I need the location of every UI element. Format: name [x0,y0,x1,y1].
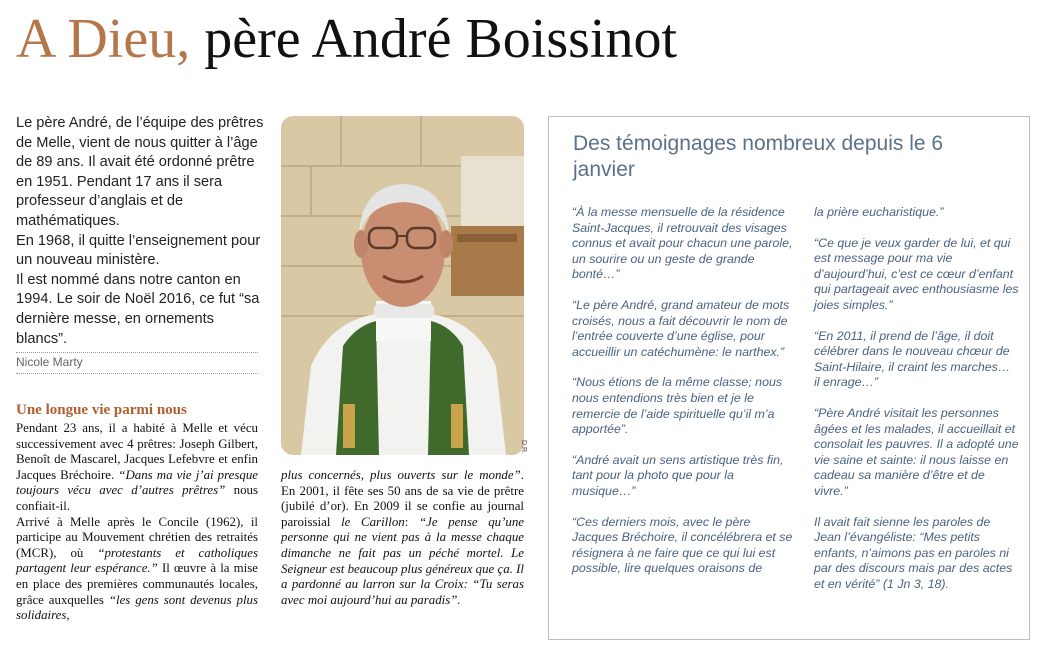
testimonial: “En 2011, il prend de l’âge, il doit célébrer dans le nouveau chœur de Saint-Hilaire, il craint les marches… il enrage…” [814,328,1011,390]
journal-name: le Carillon [341,514,405,529]
testimonials-box [548,116,1030,640]
quote-run: plus concernés, plus ouverts sur le monde” [281,468,521,482]
text-run: nous confiait-il. [16,483,258,513]
article-subhead: Une longue vie parmi nous [16,402,187,418]
testimonial: “Ces derniers mois, avec le père Jacques Bréchoire, il concélébrera et se résignera à ne faire que ce qui lui est possible, lire quelques oraisons de [572,514,793,576]
article-paragraph [16,421,258,515]
article-paragraph [281,468,524,608]
article-column-1 [16,421,258,624]
headline-accent: A Dieu, [16,8,191,70]
testimonial: “À la messe mensuelle de la résidence Saint-Jacques, il retrouvait des visages connus et avait pour chacun une parole, un sourire ou un geste de grande bonté…” [572,205,793,282]
portrait-illustration [281,116,524,455]
intro-text [16,114,266,349]
testimonial: “Père André visitait les personnes âgées et les malades, il accueillait et consolait les pauvres. Il a adopté une vie saine et sainte: il nous laisse en cadeau sa manière d’être et de vivre.” [814,405,1019,498]
quote-run: “protestants et catholiques partagent leur espérance.” [16,545,258,576]
testimonial: “Ce que je veux garder de lui, et qui est message pour ma vie d’aujourd’hui, c’est ce cœur d’enfant qui partageait avec enthousiasme les joies simples.” [814,235,1019,312]
headline-rest: père André Boissinot [190,8,678,70]
testimonials-column-left [572,205,794,577]
portrait-photo [281,116,524,455]
text-run: Il œuvre à la mise en place des premières communautés locales, grâce auxquelles [16,561,258,607]
quote-run: “Je pense qu’une personne qui ne vient pas à la messe chaque dimanche ne fait pas un péché mortel. Le Seigneur est beaucoup plus généreux que ça. Il a pardonné au larron sur la Croix: “Tu seras avec moi aujourd’hui au paradis”. [281,514,524,607]
headline [16,2,677,76]
testimonial: “Le père André, grand amateur de mots croisés, nous a fait découvrir le nom de l’entrée couverte d’une église, pour accueillir un catéchumène: le narthex.” [572,297,790,359]
text-run: . En 2001, il fête ses 50 ans de sa vie de prêtre (jubilé d’or). En 2009 il se confie au journal paroissial [281,468,524,529]
testimonials-title: Des témoignages nombreux depuis le 6 janvier [573,132,944,181]
article-paragraph [16,515,258,624]
intro-paragraph: Il est nommé dans notre canton en 1994. Le soir de Noël 2016, ce fut “sa dernière messe, en ornements blancs”. [16,271,260,347]
testimonial: “André avait un sens artistique très fin, tant pour la photo que pour la musique…” [572,452,784,498]
article-column-2 [281,468,524,608]
quote-run: “les gens sont devenus plus solidaires, [16,592,258,623]
testimonials-column-right [814,205,1019,592]
testimonial: la prière eucharistique.” [814,205,944,219]
text-run: : [404,514,419,529]
photo-credit: D.R. [520,440,527,454]
text-run: Arrivé à Melle après le Concile (1962), il participe au Mouvement chrétien des retraités (MCR), où [16,514,258,560]
text-run: Pendant 23 ans, il a habité à Melle et vécu successivement avec 4 prêtres: Joseph Gilbert, Benoît de Mascarel, Jacques Lefebvre et enfin Jacques Bréchoire. [16,421,258,482]
byline: Nicole Marty [16,352,258,374]
intro-paragraph: Le père André, de l’équipe des prêtres de Melle, vient de nous quitter à l’âge de 89 ans. Il avait été ordonné prêtre en 1951. Pendant 17 ans il sera professeur d’anglais et de mathématiques. [16,115,264,229]
testimonial: Il avait fait sienne les paroles de Jean l’évangéliste: “Mes petits enfants, n’aimons pas en paroles ni par des discours mais par des actes et en vérité” (1 Jn 3, 18). [814,514,1013,591]
quote-run: “Dans ma vie j’ai presque toujours vécu avec d’autres prêtres” [16,467,259,498]
testimonial: “Nous étions de la même classe; nous nous entendions très bien et je le remercie de l’aide spirituelle qu’il m’a apportée”. [572,375,783,437]
intro-paragraph: En 1968, il quitte l’enseignement pour un nouveau ministère. [16,232,261,269]
